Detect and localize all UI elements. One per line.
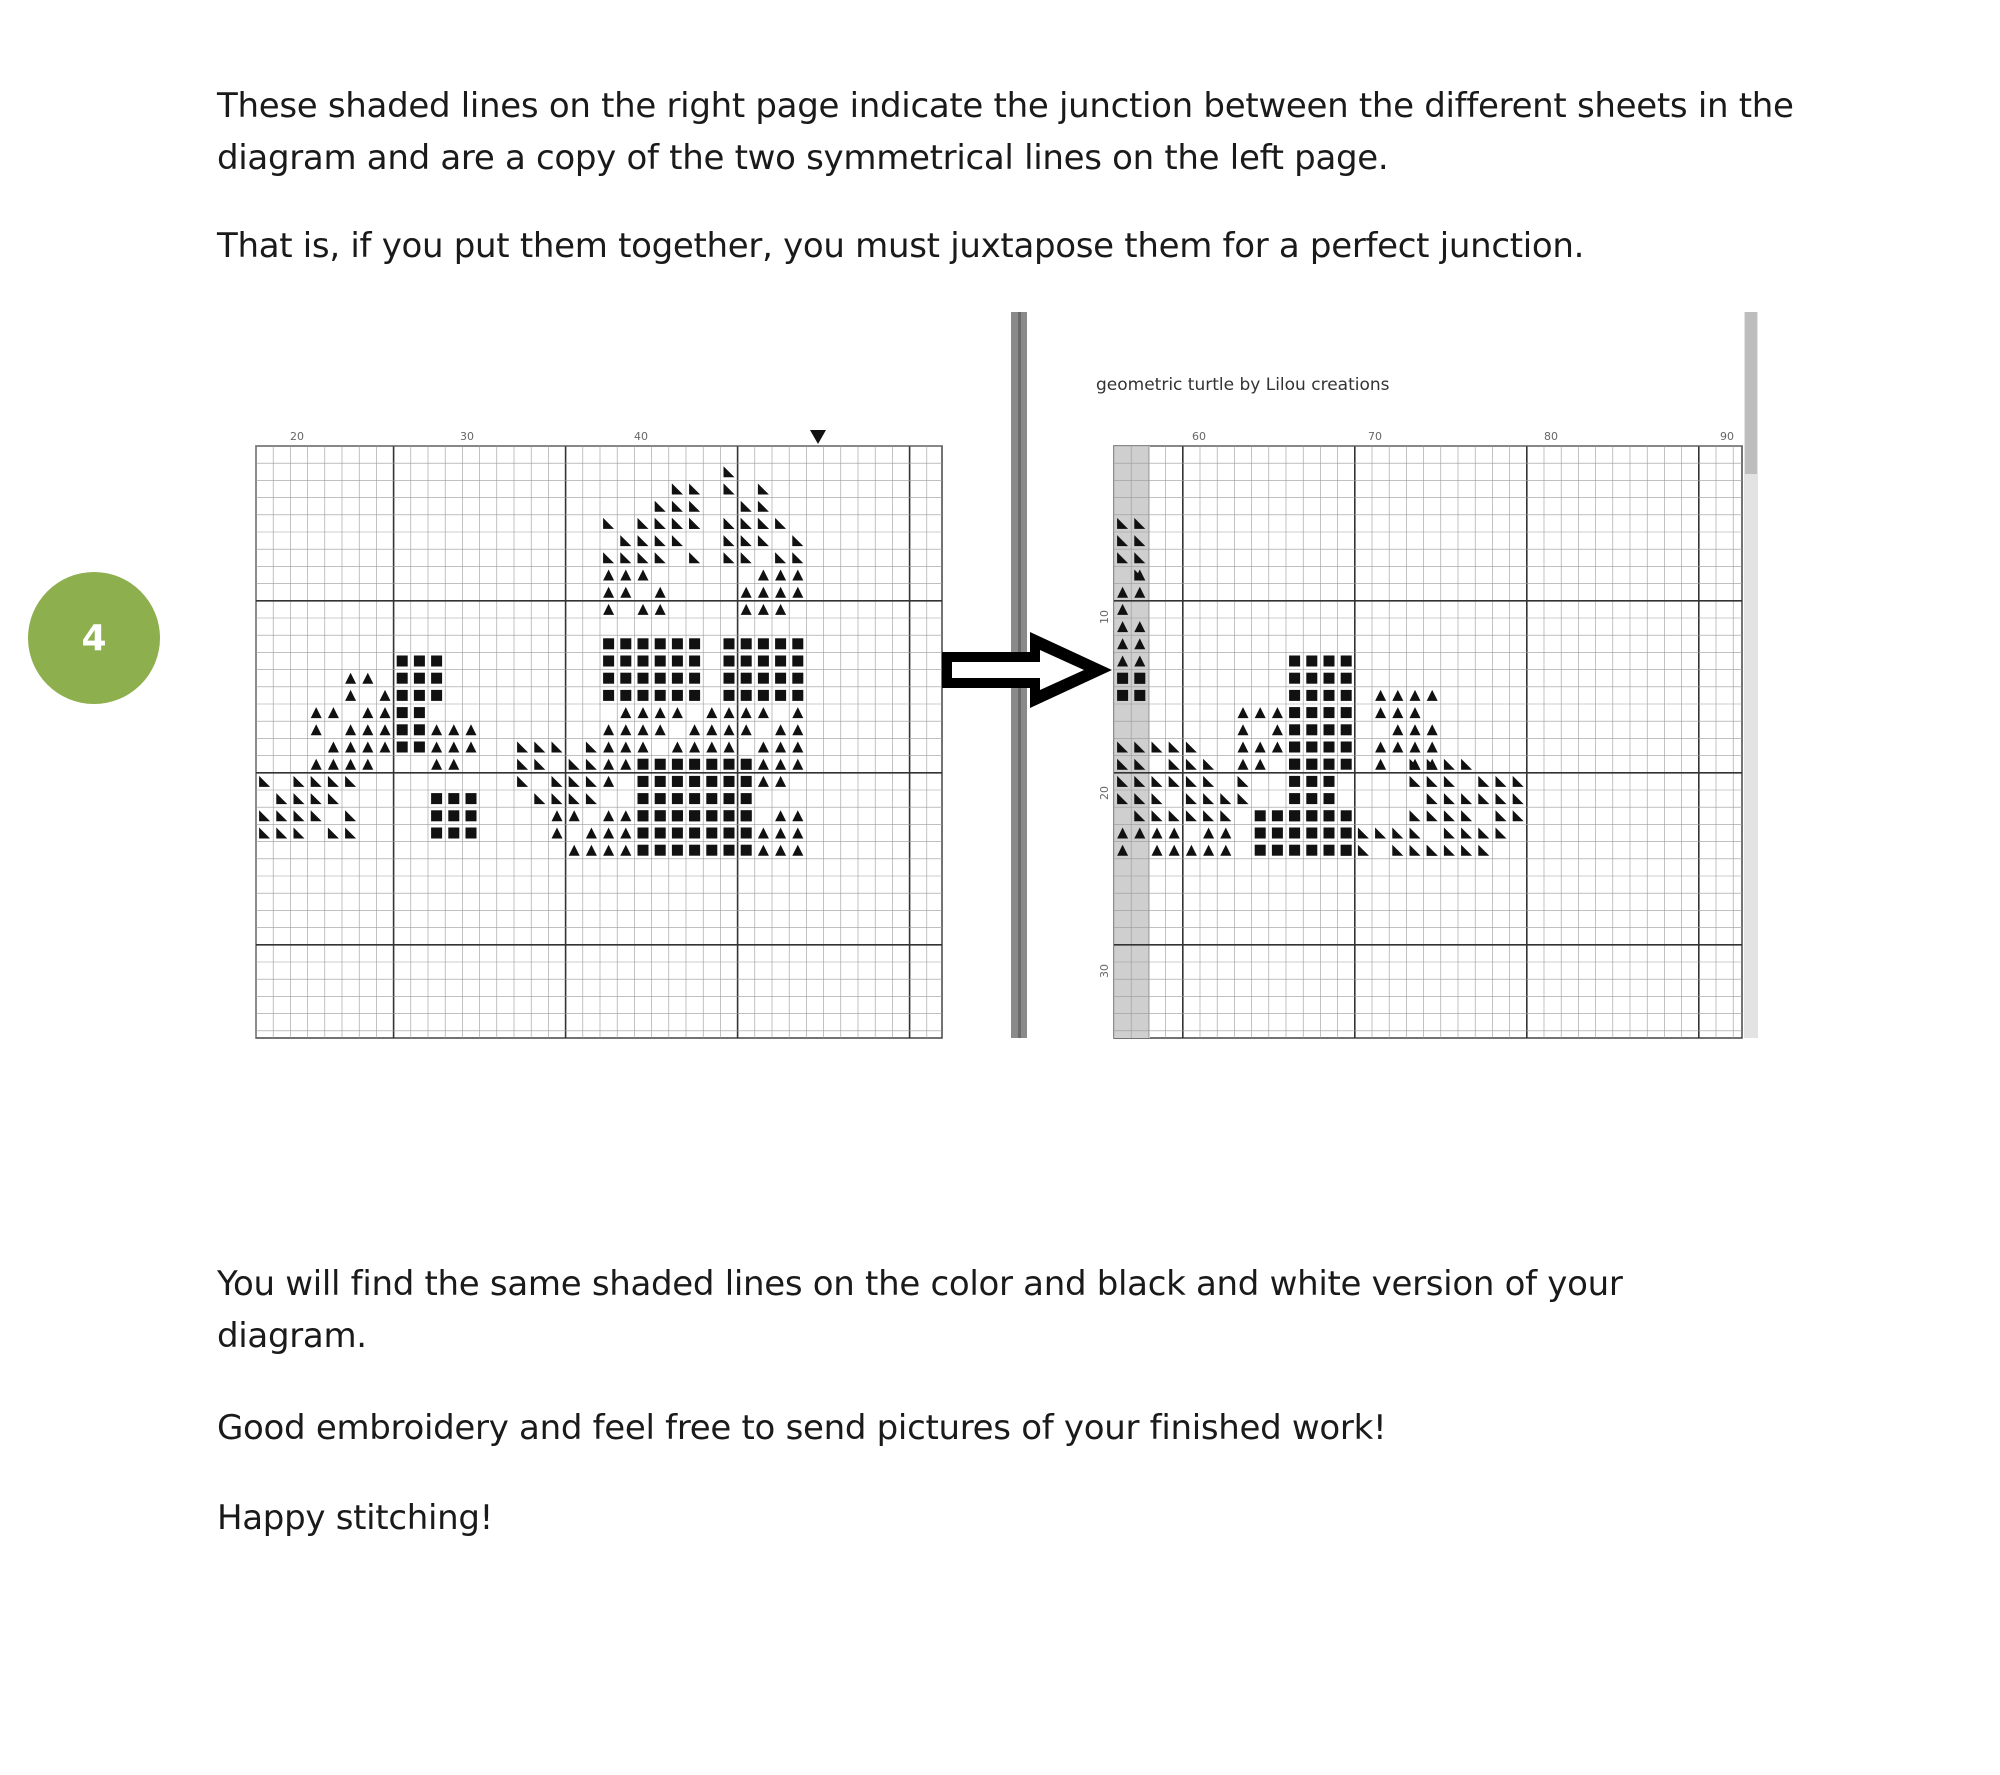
intro-paragraph: These shaded lines on the right page indicate the junction between the different sheets in the diagram and are a copy of the two symmetrical lines on the left page. bbox=[217, 86, 1794, 178]
right-page-title: geometric turtle by Lilou creations bbox=[1096, 375, 1390, 395]
shaded-junction-columns bbox=[1114, 446, 1150, 1038]
right-col-label: 80 bbox=[1544, 430, 1558, 443]
right-column-labels bbox=[1192, 430, 1734, 443]
left-col-label: 20 bbox=[290, 430, 304, 443]
step-number-badge: 4 bbox=[28, 572, 160, 704]
shaded-lines-paragraph: You will find the same shaded lines on the color and black and white version of your diagram. bbox=[217, 1264, 1623, 1356]
juxtapose-paragraph: That is, if you put them together, you must juxtapose them for a perfect junction. bbox=[217, 226, 1585, 266]
left-page-chart bbox=[256, 430, 942, 1038]
right-page-chart bbox=[1096, 312, 1758, 1038]
viewer-scrollbar-thumb[interactable] bbox=[1745, 312, 1757, 474]
right-row-label: 10 bbox=[1098, 610, 1111, 624]
left-grid-background bbox=[256, 446, 942, 1038]
left-col-label: 30 bbox=[460, 430, 474, 443]
happy-stitching-paragraph: Happy stitching! bbox=[217, 1498, 493, 1538]
left-column-labels bbox=[290, 430, 648, 443]
right-col-label: 90 bbox=[1720, 430, 1734, 443]
center-marker-icon bbox=[810, 430, 826, 444]
right-col-label: 60 bbox=[1192, 430, 1206, 443]
right-row-label: 30 bbox=[1098, 964, 1111, 978]
right-row-label: 20 bbox=[1098, 786, 1111, 800]
left-col-label: 40 bbox=[634, 430, 648, 443]
right-col-label: 70 bbox=[1368, 430, 1382, 443]
good-embroidery-paragraph: Good embroidery and feel free to send pictures of your finished work! bbox=[217, 1408, 1387, 1448]
right-grid-background bbox=[1114, 446, 1742, 1038]
